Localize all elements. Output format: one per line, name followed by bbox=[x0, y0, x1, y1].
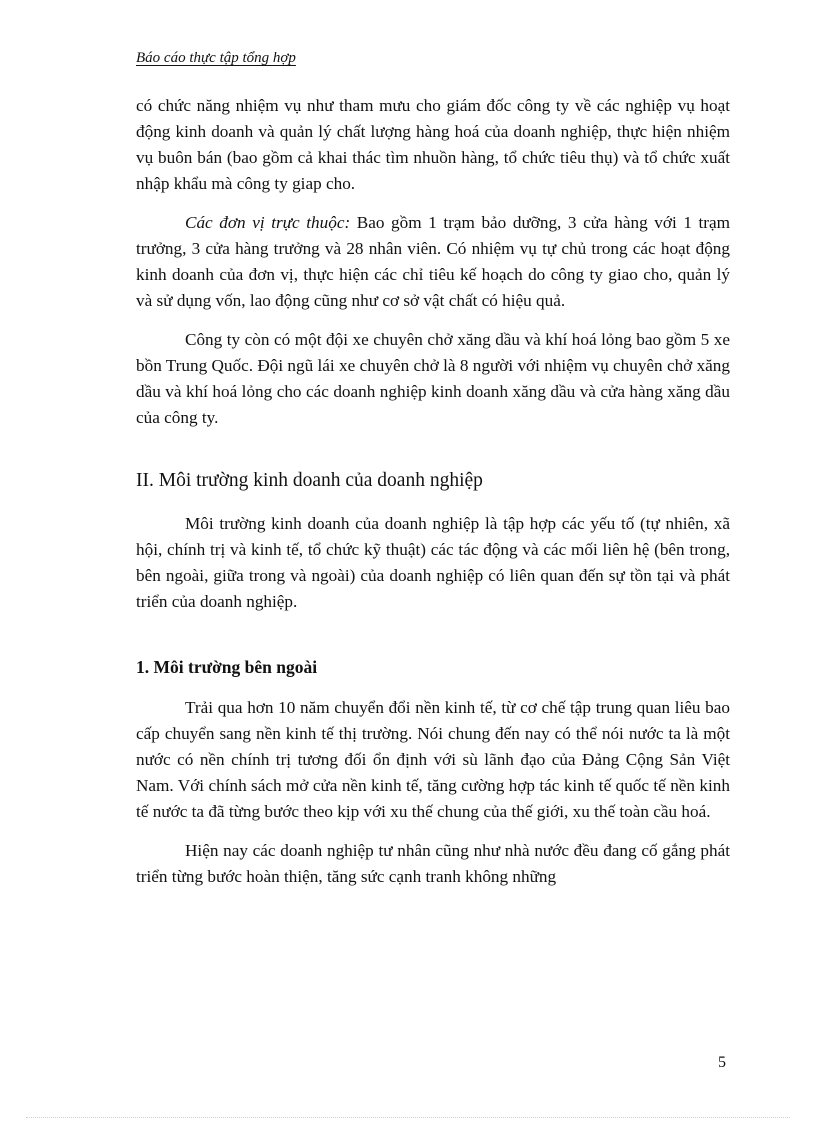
paragraph-enterprise-development: Hiện nay các doanh nghiệp tư nhân cũng như nhà nước đều đang cố gắng phát triển từng bước hoàn thiện, tăng sức cạnh tranh không những bbox=[136, 841, 730, 886]
running-header: Báo cáo thực tập tổng hợp bbox=[136, 50, 296, 66]
paragraph-economic-transition: Trải qua hơn 10 năm chuyển đổi nền kinh tế, từ cơ chế tập trung quan liêu bao cấp chuyển sang nền kinh tế thị trường. Nói chung đến nay có thể nói nước ta là một nước có nền chính trị tương đối ổn định với sù lãnh đạo của Đảng Cộng Sản Việt Nam. Với chính sách mở cửa nền kinh tế, tăng cường hợp tác kinh tế quốc tế nền kinh tế nước ta đã từng bước theo kịp với xu thế chung của thế giới, xu thế toàn cầu hoá. bbox=[136, 698, 730, 821]
page-number: 5 bbox=[718, 1054, 726, 1071]
subsection-heading-external-environment: 1. Môi trường bên ngoài bbox=[136, 657, 318, 677]
section-heading-business-environment: II. Môi trường kinh doanh của doanh nghiệp bbox=[136, 470, 483, 491]
subordinate-units-lead: Các đơn vị trực thuộc: bbox=[185, 213, 351, 232]
document-body bbox=[136, 93, 730, 890]
paragraph-functions: có chức năng nhiệm vụ như tham mưu cho giám đốc công ty về các nghiệp vụ hoạt động kinh doanh và quản lý chất lượng hàng hoá của doanh nghiệp, thực hiện nhiệm vụ buôn bán (bao gồm cả khai thác tìm nhuồn hàng, tổ chức tiêu thụ) và tổ chức xuất nhập khẩu mà công ty giap cho. bbox=[136, 96, 730, 193]
paragraph-vehicle-fleet: Công ty còn có một đội xe chuyên chở xăng dầu và khí hoá lỏng bao gồm 5 xe bồn Trung Quốc. Đội ngũ lái xe chuyên chở là 8 người với nhiệm vụ chuyên chở xăng dầu và khí hoá lỏng cho các doanh nghiệp kinh doanh xăng dầu và cửa hàng xăng dầu của công ty. bbox=[136, 330, 730, 427]
page-bottom-divider bbox=[26, 1117, 790, 1118]
subordinate-units-body: Bao gồm 1 trạm bảo dưỡng, 3 cửa hàng với 1 trạm trưởng, 3 cửa hàng trưởng và 28 nhân viên. Có nhiệm vụ tự chủ trong các hoạt động kinh doanh của đơn vị, thực hiện các chỉ tiêu kế hoạch do công ty giao cho, quản lý và sử dụng vốn, lao động cũng như cơ sở vật chất có hiệu quả. bbox=[136, 213, 730, 310]
paragraph-environment-definition: Môi trường kinh doanh của doanh nghiệp là tập hợp các yếu tố (tự nhiên, xã hội, chính trị và kinh tế, tổ chức kỹ thuật) các tác động và các mối liên hệ (bên trong, bên ngoài, giữa trong và ngoài) của doanh nghiệp có liên quan đến sự tồn tại và phát triển của doanh nghiệp. bbox=[136, 514, 730, 611]
paragraph-subordinate-units bbox=[136, 210, 730, 314]
